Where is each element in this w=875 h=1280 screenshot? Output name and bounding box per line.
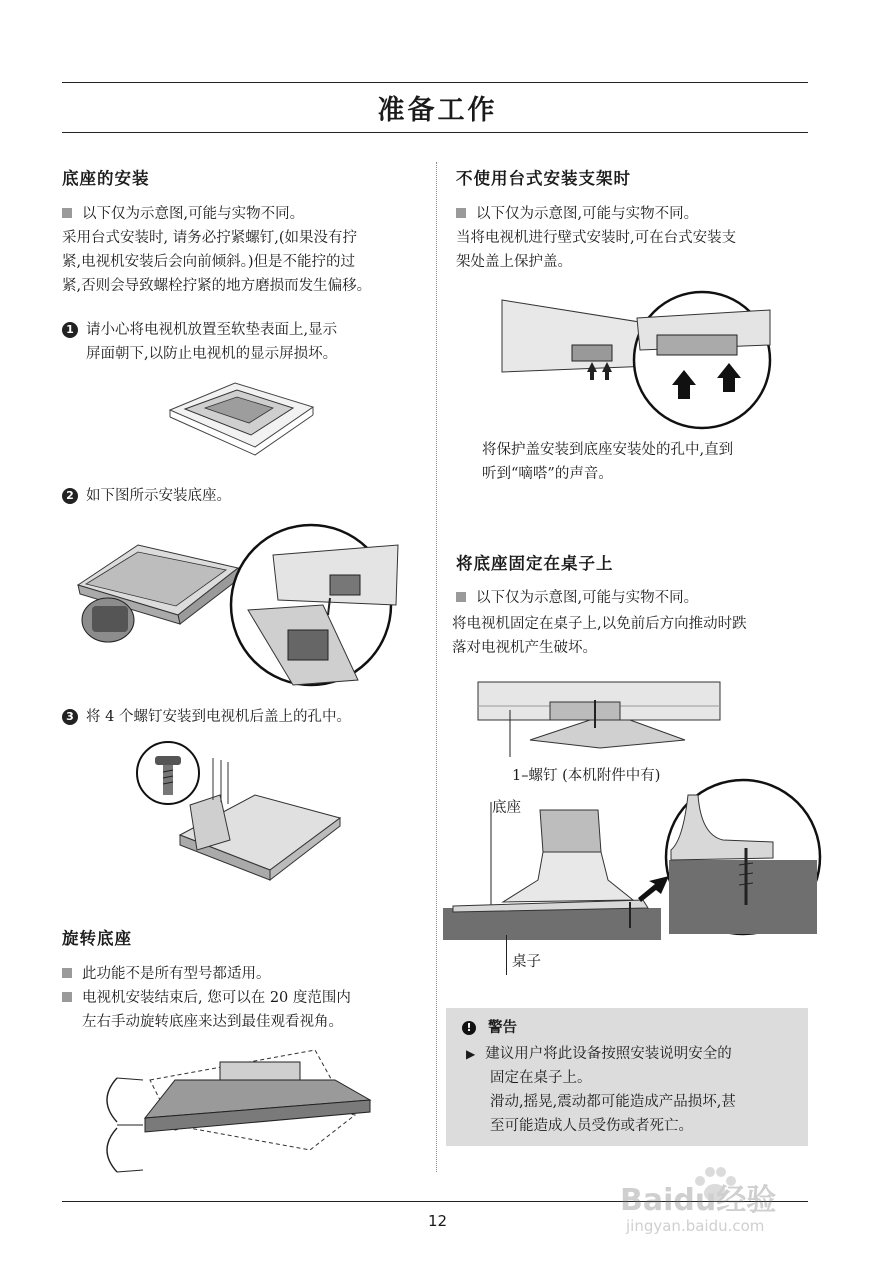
body-line: 紧,否则会导致螺栓拧紧的地方磨损而发生偏移。 <box>62 278 372 294</box>
note-text: 以下仅为示意图,可能与实物不同。 <box>62 202 304 226</box>
note-text: 以下仅为示意图,可能与实物不同。 <box>456 586 698 610</box>
step-1: 1 请小心将电视机放置至软垫表面上,显示 <box>62 318 337 342</box>
warning-title: ! 警告 <box>462 1016 517 1040</box>
step-number-icon: 2 <box>62 488 78 504</box>
tv-back-screw-illustration <box>470 682 720 757</box>
square-bullet-icon <box>456 592 466 602</box>
exclamation-icon: ! <box>462 1021 476 1035</box>
body-line: 落对电视机产生破坏。 <box>452 640 597 656</box>
section-heading-fix-to-table: 将底座固定在桌子上 <box>456 554 614 573</box>
caption-line: 听到“嘀嗒”的声音。 <box>482 466 613 482</box>
triangle-bullet-icon: ▶ <box>466 1047 476 1061</box>
warning-line: 固定在桌子上。 <box>490 1070 592 1086</box>
square-bullet-icon <box>62 208 72 218</box>
body-line: 采用台式安装时, 请务必拧紧螺钉,(如果没有拧 <box>62 230 357 246</box>
square-bullet-icon <box>62 968 72 978</box>
step-1-line2: 屏面朝下,以防止电视机的显示屏损坏。 <box>86 346 338 362</box>
stand-on-table-illustration <box>443 780 813 945</box>
bullet-item: 电视机安装结束后, 您可以在 20 度范围内 <box>62 986 351 1010</box>
warning-line: 至可能造成人员受伤或者死亡。 <box>490 1118 693 1134</box>
bullet-item-line2: 左右手动旋转底座来达到最佳观看视角。 <box>82 1014 343 1030</box>
table-callout-label: 桌子 <box>512 954 541 970</box>
body-line: 将电视机固定在桌子上,以免前后方向推动时跌 <box>452 616 747 632</box>
watermark <box>620 1165 830 1245</box>
square-bullet-icon <box>62 992 72 1002</box>
step-number-icon: 1 <box>62 322 78 338</box>
section-heading-no-stand: 不使用台式安装支架时 <box>456 169 631 188</box>
top-rule-1 <box>62 82 808 83</box>
warning-line: 滑动,摇晃,震动都可能造成产品损坏,甚 <box>490 1094 736 1110</box>
table-callout-line <box>506 935 507 975</box>
watermark-brand: Baidu经验 <box>620 1183 777 1218</box>
warning-line: ▶ 建议用户将此设备按照安装说明安全的 <box>466 1046 732 1062</box>
protective-cover-illustration <box>502 290 772 430</box>
bullet-item: 此功能不是所有型号都适用。 <box>62 962 271 986</box>
caption-line: 将保护盖安装到底座安装处的孔中,直到 <box>482 442 734 458</box>
tv-on-cushion-illustration <box>165 375 315 455</box>
column-divider <box>436 162 437 1172</box>
section-heading-stand-install: 底座的安装 <box>62 169 150 188</box>
section-heading-swivel: 旋转底座 <box>62 929 132 948</box>
swivel-illustration <box>95 1040 370 1175</box>
body-line: 架处盖上保护盖。 <box>456 254 572 270</box>
step-number-icon: 3 <box>62 709 78 725</box>
top-rule-2 <box>62 132 808 133</box>
page-number: 12 <box>427 1212 448 1230</box>
square-bullet-icon <box>456 208 466 218</box>
body-line: 紧,电视机安装后会向前倾斜。)但是不能拧的过 <box>62 254 356 270</box>
screw-install-illustration <box>135 740 350 885</box>
watermark-url: jingyan.baidu.com <box>626 1217 765 1235</box>
note-text: 以下仅为示意图,可能与实物不同。 <box>456 202 698 226</box>
body-line: 当将电视机进行壁式安装时,可在台式安装支 <box>456 230 737 246</box>
step-2: 2 如下图所示安装底座。 <box>62 484 231 508</box>
stand-install-illustration <box>68 520 408 685</box>
stand-callout-label: 底座 <box>492 800 521 816</box>
screw-callout-label: 1–螺钉 (本机附件中有) <box>512 768 661 784</box>
step-3: 3 将 4 个螺钉安装到电视机后盖上的孔中。 <box>62 705 351 729</box>
page-title: 准备工作 <box>377 95 498 126</box>
